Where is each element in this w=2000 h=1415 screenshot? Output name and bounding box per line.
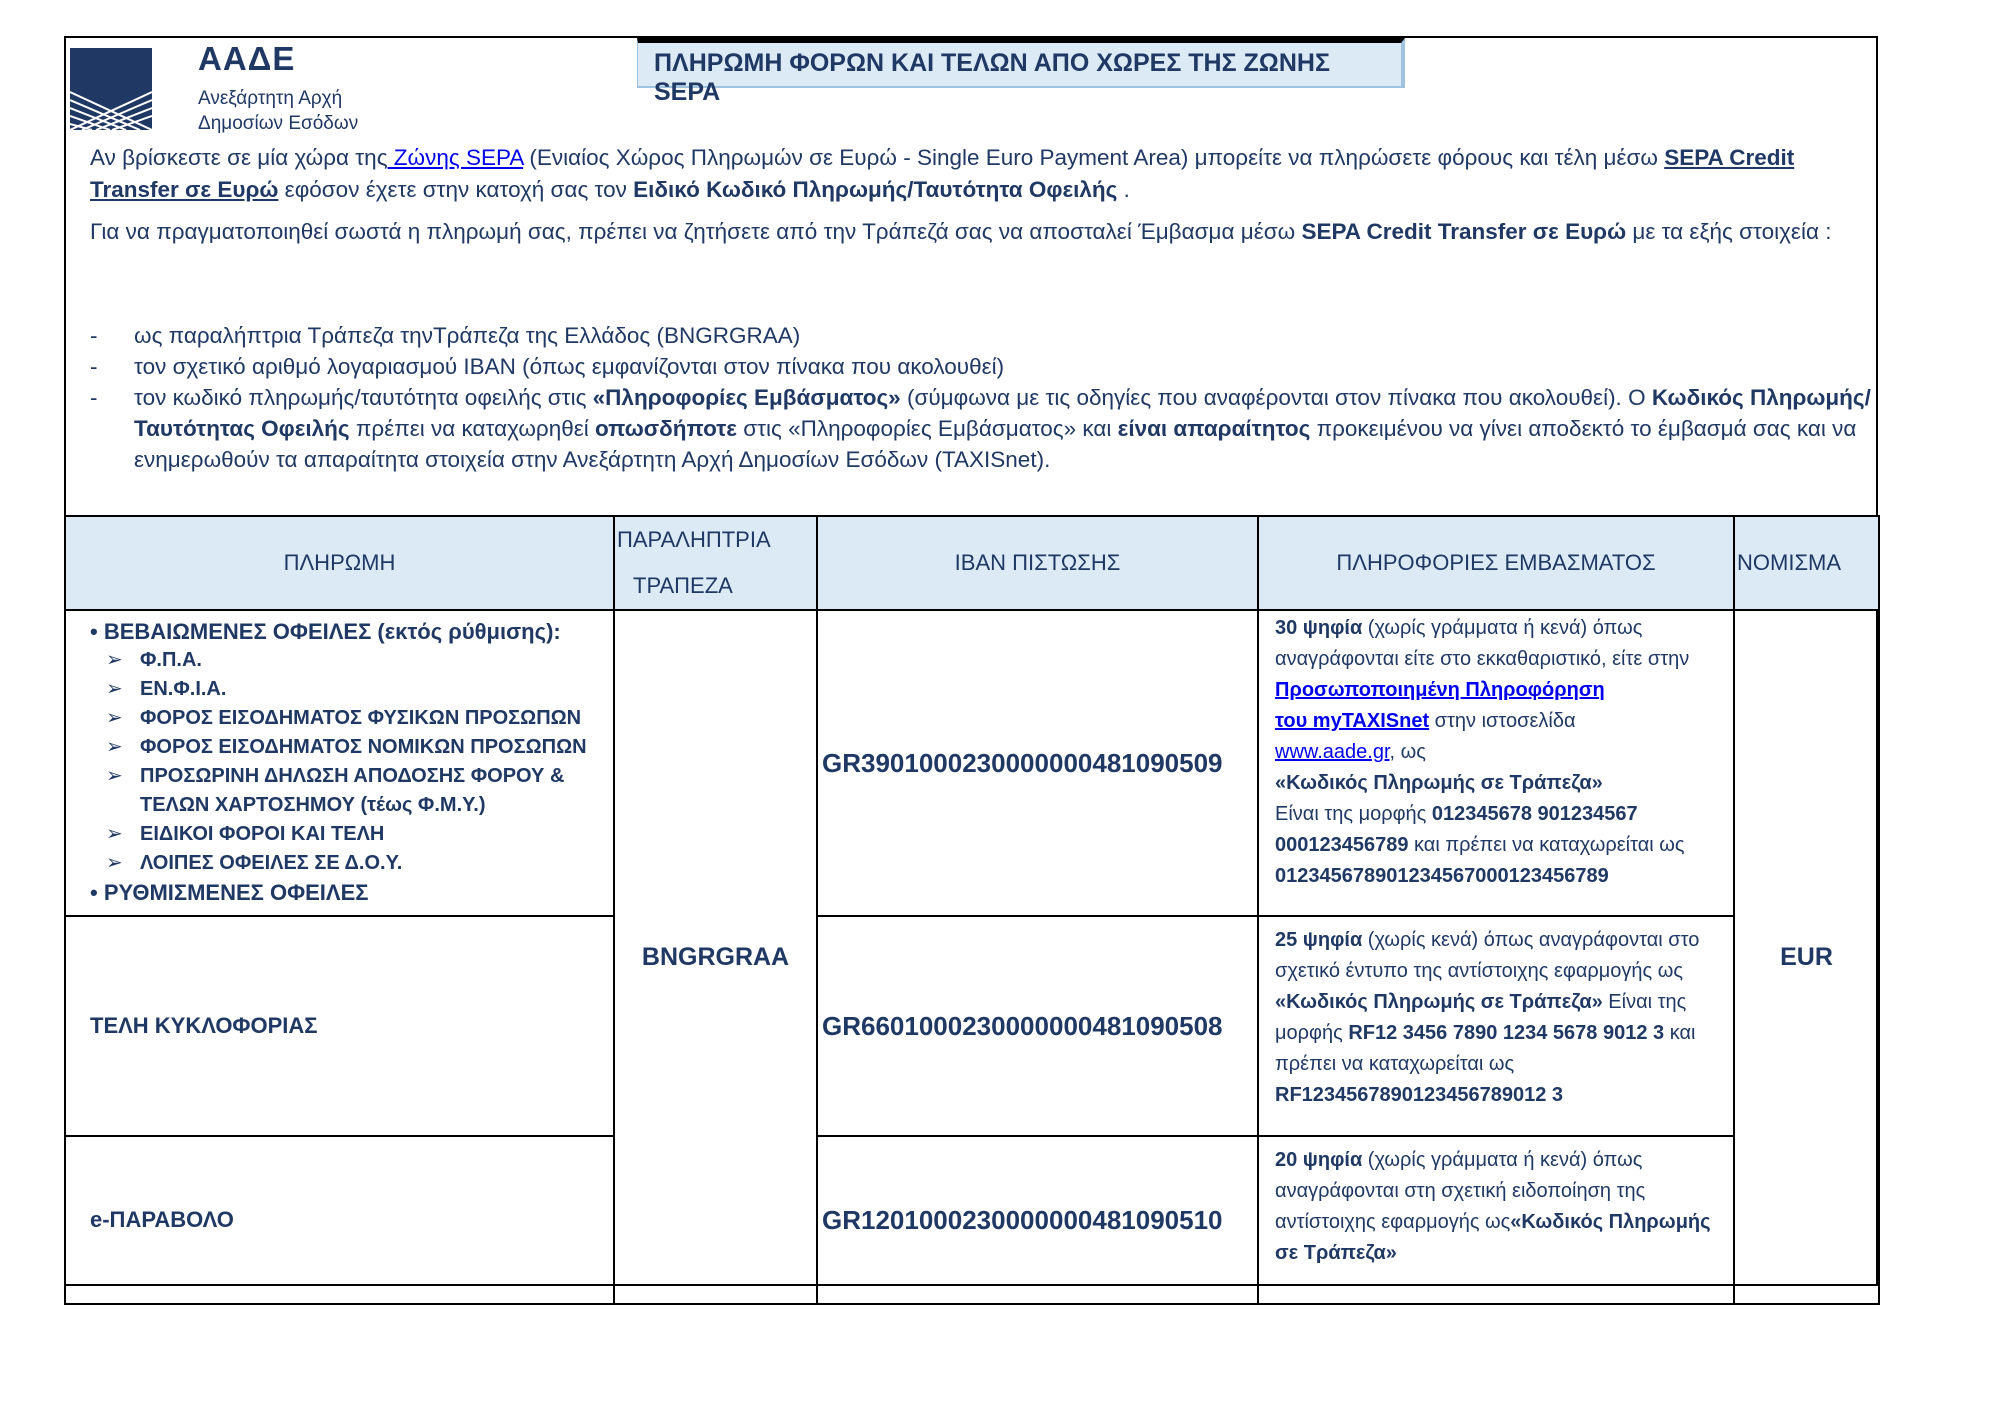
payment-type-cell: e-ΠΑΡΑΒΟΛΟ bbox=[65, 1136, 614, 1304]
table-header-row bbox=[65, 516, 1879, 610]
table-row bbox=[65, 916, 1879, 1136]
table-row bbox=[65, 610, 1879, 916]
remittance-info-cell bbox=[1258, 916, 1734, 1136]
intro-text-span: . bbox=[1117, 177, 1130, 202]
aade-logo bbox=[70, 40, 390, 134]
intro-text-span: (Ενιαίος Χώρος Πληρωμών σε Ευρώ - Single Euro Payment Area) μπορείτε να πληρώσετε φόρους και τέλη μέσω bbox=[523, 145, 1665, 170]
subcategory-item bbox=[90, 646, 605, 675]
requirement-bold: είναι απαραίτητος bbox=[1117, 416, 1311, 441]
requirement-text: τον κωδικό πληρωμής/ταυτότητα οφειλής στις bbox=[134, 385, 593, 410]
dash-bullet: - bbox=[90, 354, 98, 379]
logo-subtitle-line1: Ανεξάρτητη Αρχή bbox=[198, 88, 343, 109]
info-bold: RF12 3456 7890 1234 5678 9012 3 bbox=[1348, 1022, 1665, 1044]
requirement-bold: οπωσδήποτε bbox=[595, 416, 737, 441]
info-text: Είναι της μορφής bbox=[1275, 803, 1432, 825]
subcategory-item bbox=[90, 675, 605, 704]
logo-subtitle-line2: Δημοσίων Εσόδων bbox=[198, 113, 359, 134]
info-text: , ως bbox=[1389, 741, 1426, 763]
table-row bbox=[65, 1136, 1879, 1304]
category-settled-debts: • ΡΥΘΜΙΣΜΕΝΕΣ ΟΦΕΙΛΕΣ bbox=[90, 880, 369, 905]
info-bold: 012345678901234567000123456789 bbox=[1275, 865, 1609, 887]
link-text: του myTAXISnet bbox=[1275, 710, 1430, 732]
intro-paragraph-2 bbox=[90, 216, 1870, 248]
aade-website-link[interactable]: www.aade.gr bbox=[1275, 741, 1390, 763]
info-text: και πρέπει να καταχωρείται ως bbox=[1275, 1022, 1696, 1075]
requirement-bold: Κωδικός Πληρωμής/Ταυτότητας Οφειλής bbox=[134, 385, 1871, 441]
info-text: και πρέπει να καταχωρείται ως bbox=[1408, 834, 1685, 856]
dash-bullet: - bbox=[90, 385, 98, 410]
arrow-bullet-icon: ➢ bbox=[106, 852, 123, 874]
info-bold: 25 ψηφία bbox=[1275, 929, 1363, 951]
info-text: (χωρίς γράμματα ή κενά) όπως αναγράφονται είτε στο εκκαθαριστικό, είτε στην bbox=[1275, 617, 1690, 670]
requirements-list bbox=[90, 320, 1885, 475]
requirement-text: πρέπει να καταχωρηθεί bbox=[349, 416, 595, 441]
subcategory-label: ΕΙΔΙΚΟΙ ΦΟΡΟΙ ΚΑΙ ΤΕΛΗ bbox=[140, 823, 385, 845]
category-confirmed-debts: • ΒΕΒΑΙΩΜΕΝΕΣ ΟΦΕΙΛΕΣ (εκτός ρύθμισης): bbox=[90, 619, 561, 644]
arrow-bullet-icon: ➢ bbox=[106, 736, 123, 758]
page-title: ΠΛΗΡΩΜΗ ΦΟΡΩΝ ΚΑΙ ΤΕΛΩΝ ΑΠΟ ΧΩΡΕΣ ΤΗΣ ΖΩΝΗΣ SEPA bbox=[637, 38, 1405, 88]
intro-text-span: εφόσον έχετε στην κατοχή σας τον bbox=[278, 177, 634, 202]
remittance-info-cell bbox=[1258, 1136, 1734, 1304]
requirement-text: (σύμφωνα με τις οδηγίες που αναφέρονται στον πίνακα που ακολουθεί). Ο bbox=[900, 385, 1652, 410]
header-payment: ΠΛΗΡΩΜΗ bbox=[65, 516, 614, 610]
subcategory-item bbox=[90, 849, 605, 878]
iban-cell: GR3901000230000000481090509 bbox=[817, 610, 1258, 916]
info-bold: RF1234567890123456789012 3 bbox=[1275, 1084, 1564, 1106]
header-info: ΠΛΗΡΟΦΟΡΙΕΣ ΕΜΒΑΣΜΑΤΟΣ bbox=[1258, 516, 1734, 610]
category-label: ΡΥΘΜΙΣΜΕΝΕΣ ΟΦΕΙΛΕΣ bbox=[103, 880, 369, 905]
subcategory-item bbox=[90, 762, 605, 820]
iban-cell: GR1201000230000000481090510 bbox=[817, 1136, 1258, 1304]
intro-text-span: Αν βρίσκεστε σε μία χώρα της bbox=[90, 145, 388, 170]
subcategory-label: ΠΡΟΣΩΡΙΝΗ ΔΗΛΩΣΗ ΑΠΟΔΟΣΗΣ ΦΟΡΟΥ & ΤΕΛΩΝ ΧΑΡΤΟΣΗΜΟΥ (τέως Φ.Μ.Υ.) bbox=[140, 765, 565, 816]
info-bold: 30 ψηφία bbox=[1275, 617, 1363, 639]
header-iban: IBAN ΠΙΣΤΩΣΗΣ bbox=[817, 516, 1258, 610]
special-payment-code-text: Ειδικό Κωδικό Πληρωμής/Ταυτότητα Οφειλής bbox=[633, 177, 1118, 202]
info-bold: 20 ψηφία bbox=[1275, 1149, 1363, 1171]
requirement-text: τον σχετικό αριθμό λογαριασμού IBAN (όπως εμφανίζονται στον πίνακα που ακολουθεί) bbox=[134, 354, 1005, 379]
currency-cell: EUR bbox=[1734, 610, 1879, 1304]
info-bold: «Κωδικός Πληρωμής σε Τράπεζα» bbox=[1275, 991, 1603, 1013]
iban-cell: GR6601000230000000481090508 bbox=[817, 916, 1258, 1136]
aade-emblem-icon bbox=[70, 48, 152, 130]
info-bold: 012345678 901234567 000123456789 bbox=[1275, 803, 1638, 856]
intro-paragraph-1 bbox=[90, 142, 1870, 206]
intro-text-span: Για να πραγματοποιηθεί σωστά η πληρωμή σας, πρέπει να ζητήσετε από την Τράπεζά σας να αποσταλεί Έμβασμα μέσω bbox=[90, 219, 1302, 244]
info-text: στην ιστοσελίδα bbox=[1429, 710, 1576, 732]
receiving-bank-cell: BNGRGRAA bbox=[614, 610, 817, 1304]
header-bank bbox=[614, 516, 817, 610]
requirement-item bbox=[90, 320, 1885, 351]
subcategory-label: Φ.Π.Α. bbox=[140, 649, 202, 671]
header-bank-line1: ΠΑΡΑΛΗΠΤΡΙΑ bbox=[617, 527, 771, 552]
info-text: (χωρίς κενά) όπως αναγράφονται στο σχετικό έντυπο της αντίστοιχης εφαρμογής ως bbox=[1275, 929, 1700, 982]
arrow-bullet-icon: ➢ bbox=[106, 707, 123, 729]
requirement-item bbox=[90, 351, 1885, 382]
subcategory-item bbox=[90, 820, 605, 849]
info-text: (χωρίς γράμματα ή κενά) όπως αναγράφονται στη σχετική ειδοποίηση της αντίστοιχης εφαρμογής ως bbox=[1275, 1149, 1646, 1233]
header-bank-line2: ΤΡΑΠΕΖΑ bbox=[633, 573, 733, 598]
header-currency: ΝΟΜΙΣΜΑ bbox=[1734, 516, 1879, 610]
arrow-bullet-icon: ➢ bbox=[106, 649, 123, 671]
requirement-item bbox=[90, 382, 1885, 475]
subcategory-item bbox=[90, 733, 605, 762]
sepa-zone-link[interactable]: Ζώνης SEPA bbox=[387, 145, 524, 170]
info-text: Είναι της μορφής bbox=[1275, 991, 1687, 1044]
subcategory-item bbox=[90, 704, 605, 733]
arrow-bullet-icon: ➢ bbox=[106, 823, 123, 845]
info-bold: «Κωδικός Πληρωμής σε Τράπεζα» bbox=[1275, 1211, 1711, 1264]
link-text: Προσωποποιημένη Πληροφόρηση bbox=[1275, 679, 1605, 701]
dash-bullet: - bbox=[90, 323, 98, 348]
logo-name: ΑΑΔΕ bbox=[198, 40, 296, 77]
subcategory-label: ΛΟΙΠΕΣ ΟΦΕΙΛΕΣ ΣΕ Δ.Ο.Υ. bbox=[140, 852, 403, 874]
subcategory-label: ΕΝ.Φ.Ι.Α. bbox=[140, 678, 227, 700]
remittance-info-cell bbox=[1258, 610, 1734, 916]
intro-text bbox=[90, 142, 1870, 258]
requirement-text: στις «Πληροφορίες Εμβάσματος» και bbox=[736, 416, 1118, 441]
arrow-bullet-icon: ➢ bbox=[106, 765, 123, 787]
sepa-credit-transfer-text: SEPA Credit Transfer σε Ευρώ bbox=[90, 145, 1795, 202]
payment-table bbox=[64, 515, 1880, 1305]
payment-categories bbox=[65, 610, 614, 916]
payment-type-cell: ΤΕΛΗ ΚΥΚΛΟΦΟΡΙΑΣ bbox=[65, 916, 614, 1136]
sepa-credit-transfer-text: SEPA Credit Transfer σε Ευρώ bbox=[1301, 219, 1627, 244]
category-label: ΒΕΒΑΙΩΜΕΝΕΣ ΟΦΕΙΛΕΣ (εκτός ρύθμισης): bbox=[103, 619, 561, 644]
requirement-text: ως παραλήπτρια Τράπεζα τηνΤράπεζα της Ελλάδος (BNGRGRAA) bbox=[134, 323, 801, 348]
info-bold: «Κωδικός Πληρωμής σε Τράπεζα» bbox=[1275, 772, 1603, 794]
logo-subtitle bbox=[198, 86, 358, 136]
arrow-bullet-icon: ➢ bbox=[106, 678, 123, 700]
intro-text-span: με τα εξής στοιχεία : bbox=[1626, 219, 1832, 244]
subcategory-label: ΦΟΡΟΣ ΕΙΣΟΔΗΜΑΤΟΣ ΝΟΜΙΚΩΝ ΠΡΟΣΩΠΩΝ bbox=[140, 736, 587, 758]
requirement-text: προκειμένου να γίνει αποδεκτό το έμβασμά σας και να ενημερωθούν τα απαραίτητα στοιχεία στην Ανεξάρτητη Αρχή Δημοσίων Εσόδων (TAXISnet). bbox=[134, 416, 1857, 472]
subcategory-label: ΦΟΡΟΣ ΕΙΣΟΔΗΜΑΤΟΣ ΦΥΣΙΚΩΝ ΠΡΟΣΩΠΩΝ bbox=[140, 707, 582, 729]
requirement-bold: «Πληροφορίες Εμβάσματος» bbox=[592, 385, 901, 410]
